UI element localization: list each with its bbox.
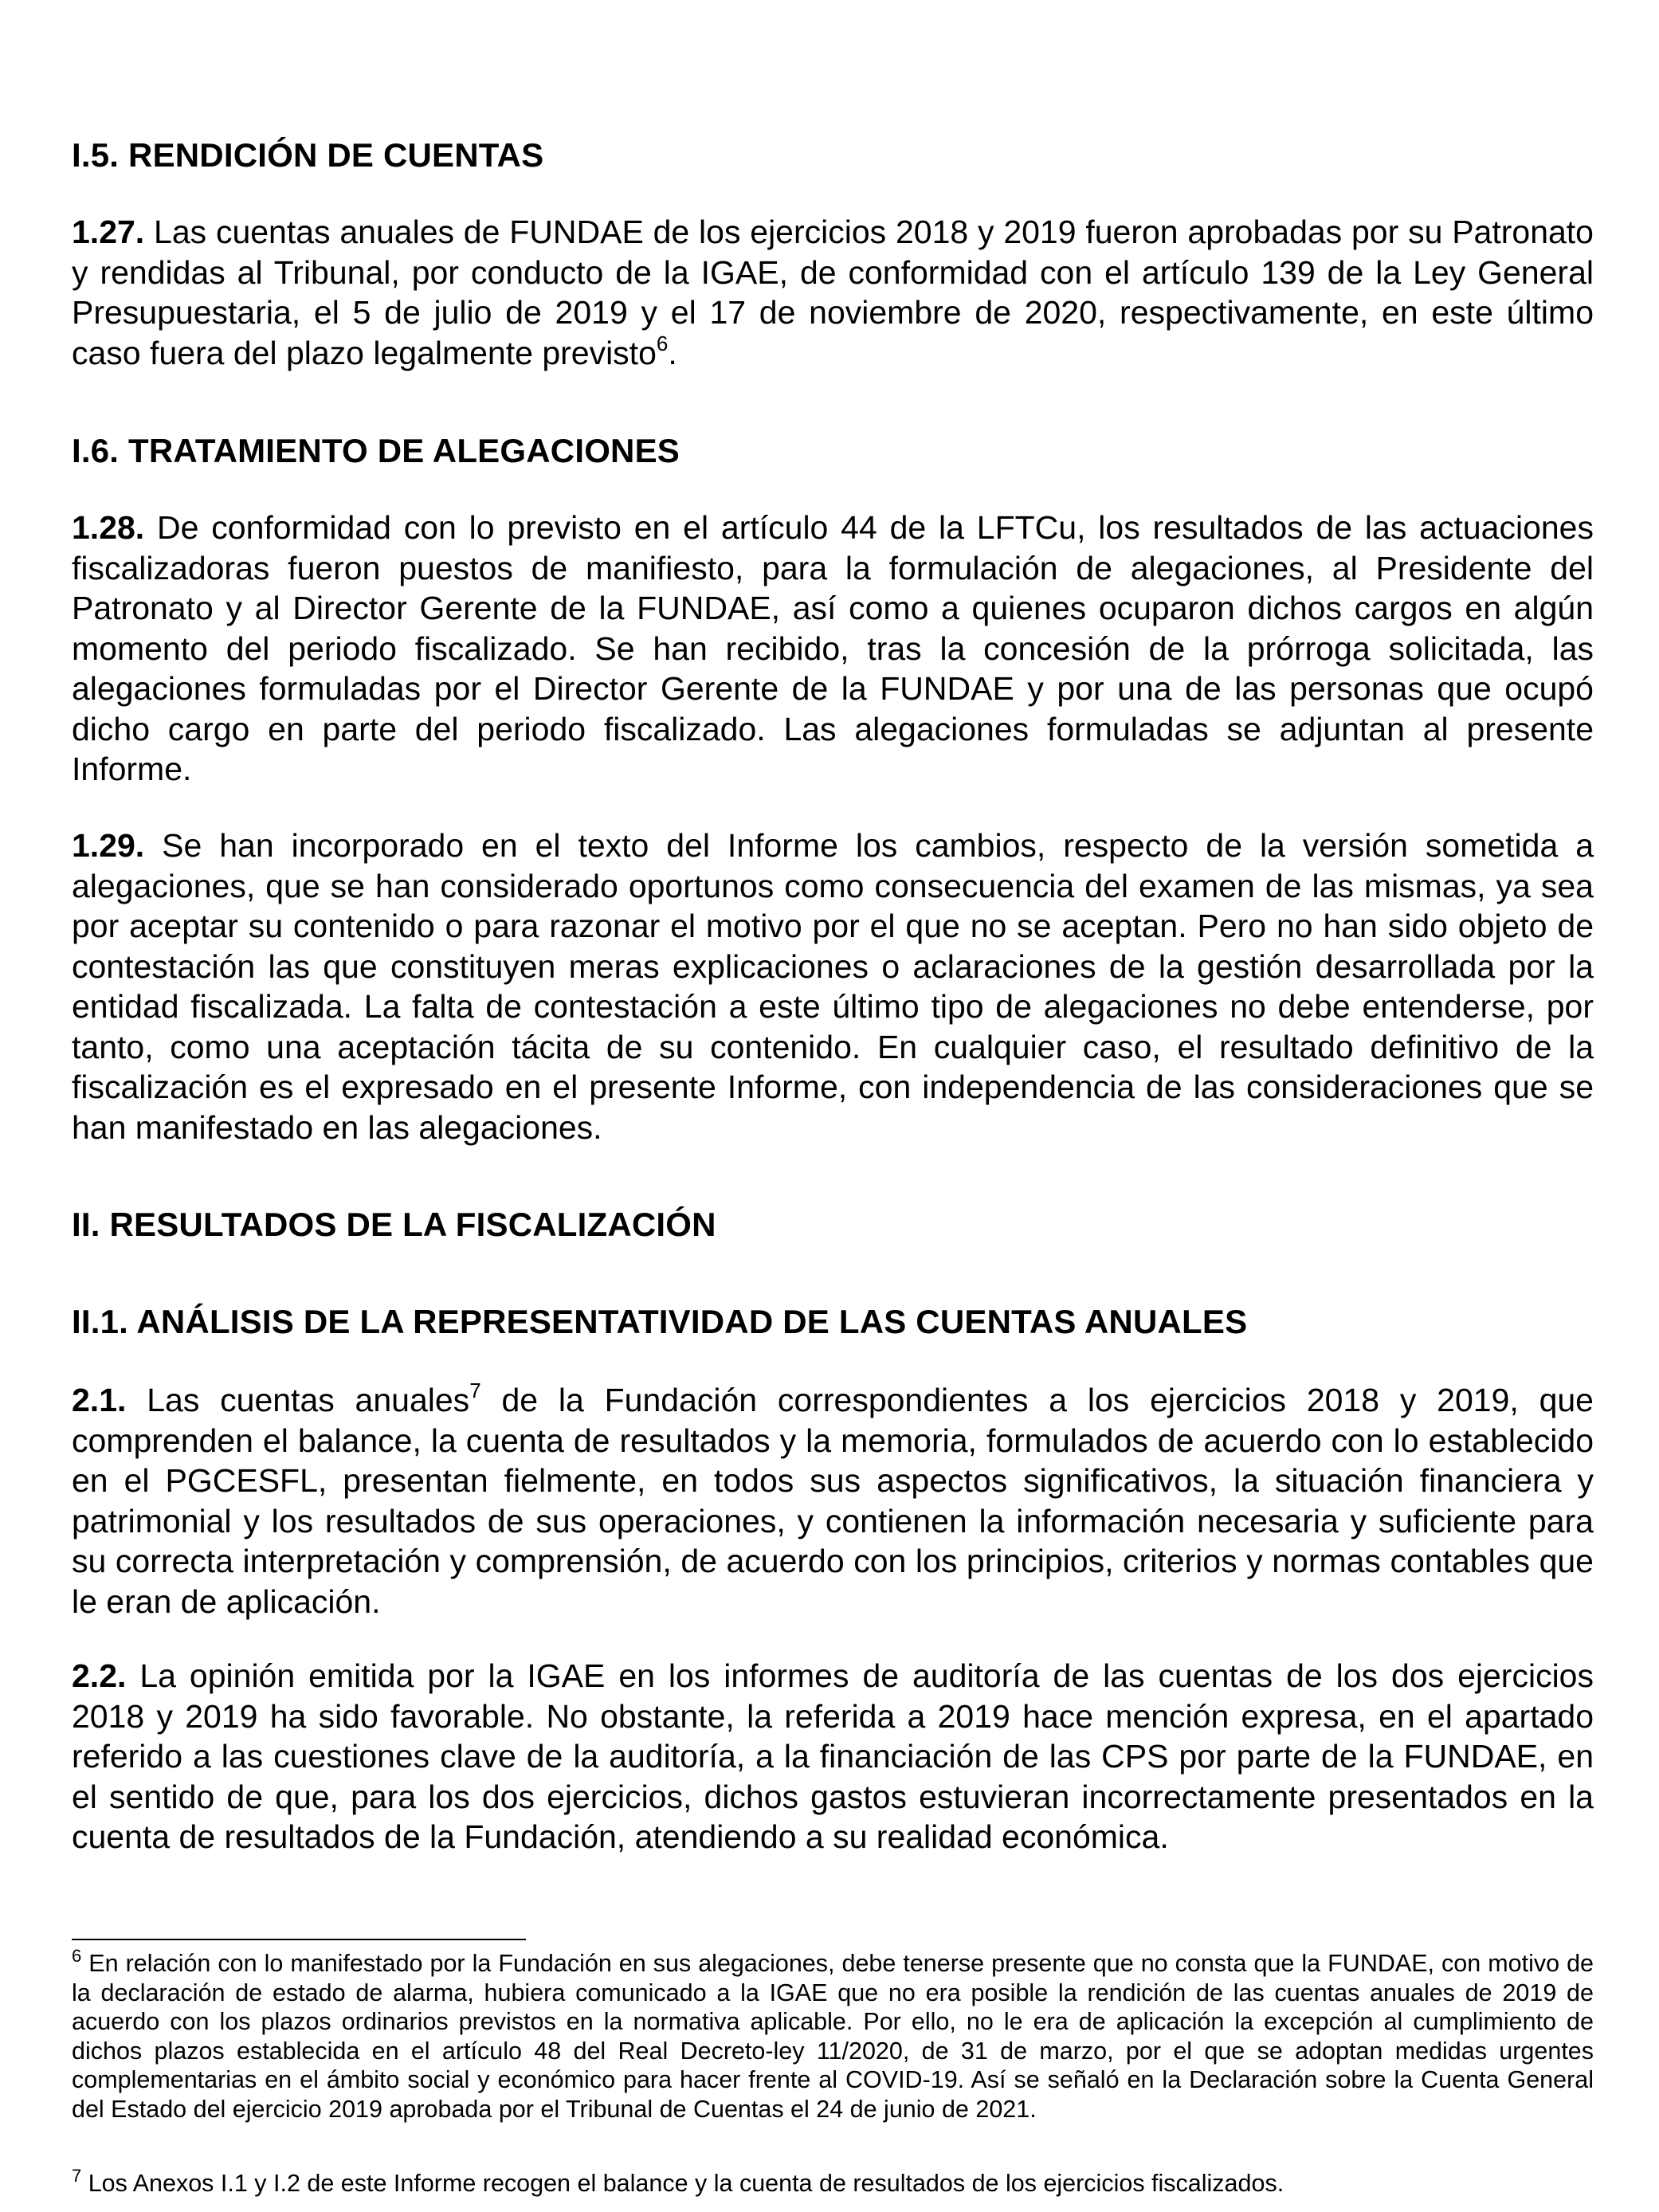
paragraph-1-29 [72,826,1594,1147]
paragraph-1-28 [72,508,1594,790]
footnote-text: En relación con lo manifestado por la Fundación en sus alegaciones, debe tenerse presente que no consta que la FUNDAE, con motivo de la declaración de estado de alarma, hubiera comunicado a la IGAE que no era posible la rendición de las cuentas anuales de 2019 de acuerdo con los plazos ordinarios previstos en la normativa aplicable. Por ello, no le era de aplicación la excepción al cumplimiento de dichos plazos establecida en el artículo 48 del Real Decreto-ley 11/2020, de 31 de marzo, por el que se adoptan medidas urgentes complementarias en el ámbito social y económico para hacer frente al COVID-19. Así se señaló en la Declaración sobre la Cuenta General del Estado del ejercicio 2019 aprobada por el Tribunal de Cuentas el 24 de junio de 2021. [72,1950,1594,2123]
paragraph-number: 2.1. [72,1382,127,1418]
paragraph-number: 2.2. [72,1657,127,1694]
paragraph-text: La opinión emitida por la IGAE en los informes de auditoría de las cuentas de los dos ejercicios 2018 y 2019 ha sido favorable. No obstante, la referida a 2019 hace mención expresa, en el apartado referido a las cuestiones clave de la auditoría, a la financiación de las CPS por parte de la FUNDAE, en el sentido de que, para los dos ejercicios, dichos gastos estuvieran incorrectamente presentados en la cuenta de resultados de la Fundación, atendiendo a su realidad económica. [72,1657,1594,1855]
paragraph-text: De conformidad con lo previsto en el artículo 44 de la LFTCu, los resultados de las actuaciones fiscalizadoras fueron puestos de manifiesto, para la formulación de alegaciones, al Presidente del Patronato y al Director Gerente de la FUNDAE, así como a quienes ocuparon dichos cargos en algún momento del periodo fiscalizado. Se han recibido, tras la concesión de la prórroga solicitada, las alegaciones formuladas por el Director Gerente de la FUNDAE y por una de las personas que ocupó dicho cargo en parte del periodo fiscalizado. Las alegaciones formuladas se adjuntan al presente Informe. [72,509,1594,787]
paragraph-number: 1.28. [72,509,145,546]
section-heading-i6: I.6. TRATAMIENTO DE ALEGACIONES [72,432,680,469]
paragraph-number: 1.27. [72,214,145,250]
footnote-separator [72,1939,526,1940]
section-heading-ii: II. RESULTADOS DE LA FISCALIZACIÓN [72,1206,716,1243]
paragraph-2-2 [72,1656,1594,1857]
paragraph-1-27 [72,212,1594,373]
paragraph-2-1 [72,1380,1594,1622]
paragraph-text: Las cuentas anuales [147,1382,470,1418]
footnote-text: Los Anexos I.1 y I.2 de este Informe recogen el balance y la cuenta de resultados de los ejercicios fiscalizados. [81,2170,1284,2197]
paragraph-text-end: . [668,334,677,371]
footnote-mark: 7 [72,2165,82,2186]
section-heading-i5: I.5. RENDICIÓN DE CUENTAS [72,136,544,174]
paragraph-text: Se han incorporado en el texto del Informe los cambios, respecto de la versión sometida a alegaciones, que se han considerado oportunos como consecuencia del examen de las mismas, ya sea por aceptar su contenido o para razonar el motivo por el que no se aceptan. Pero no han sido objeto de contestación las que constituyen meras explicaciones o aclaraciones de la gestión desarrollada por la entidad fiscalizada. La falta de contestación a este último tipo de alegaciones no debe entenderse, por tanto, como una aceptación tácita de su contenido. En cualquier caso, el resultado definitivo de la fiscalización es el expresado en el presente Informe, con independencia de las consideraciones que se han manifestado en las alegaciones. [72,827,1594,1146]
section-heading-ii1: II.1. ANÁLISIS DE LA REPRESENTATIVIDAD DE LAS CUENTAS ANUALES [72,1303,1248,1340]
paragraph-number: 1.29. [72,827,145,864]
paragraph-text: Las cuentas anuales de FUNDAE de los ejercicios 2018 y 2019 fueron aprobadas por su Patronato y rendidas al Tribunal, por conducto de la IGAE, de conformidad con el artículo 139 de la Ley General Presupuestaria, el 5 de julio de 2019 y el 17 de noviembre de 2020, respectivamente, en este último caso fuera del plazo legalmente previsto [72,214,1594,371]
footnote-mark: 6 [72,1945,82,1966]
footnote-ref-7[interactable]: 7 [469,1379,481,1403]
paragraph-text-end: de la Fundación correspondientes a los ejercicios 2018 y 2019, que comprenden el balance, la cuenta de resultados y la memoria, formulados de acuerdo con lo establecido en el PGCESFL, presentan fielmente, en todos sus aspectos significativos, la situación financiera y patrimonial y los resultados de sus operaciones, y contienen la información necesaria y suficiente para su correcta interpretación y comprensión, de acuerdo con los principios, criterios y normas contables que le eran de aplicación. [72,1382,1594,1620]
footnote-ref-6[interactable]: 6 [656,331,669,355]
footnote-6 [72,1945,1594,2124]
footnote-7 [72,2165,1594,2198]
